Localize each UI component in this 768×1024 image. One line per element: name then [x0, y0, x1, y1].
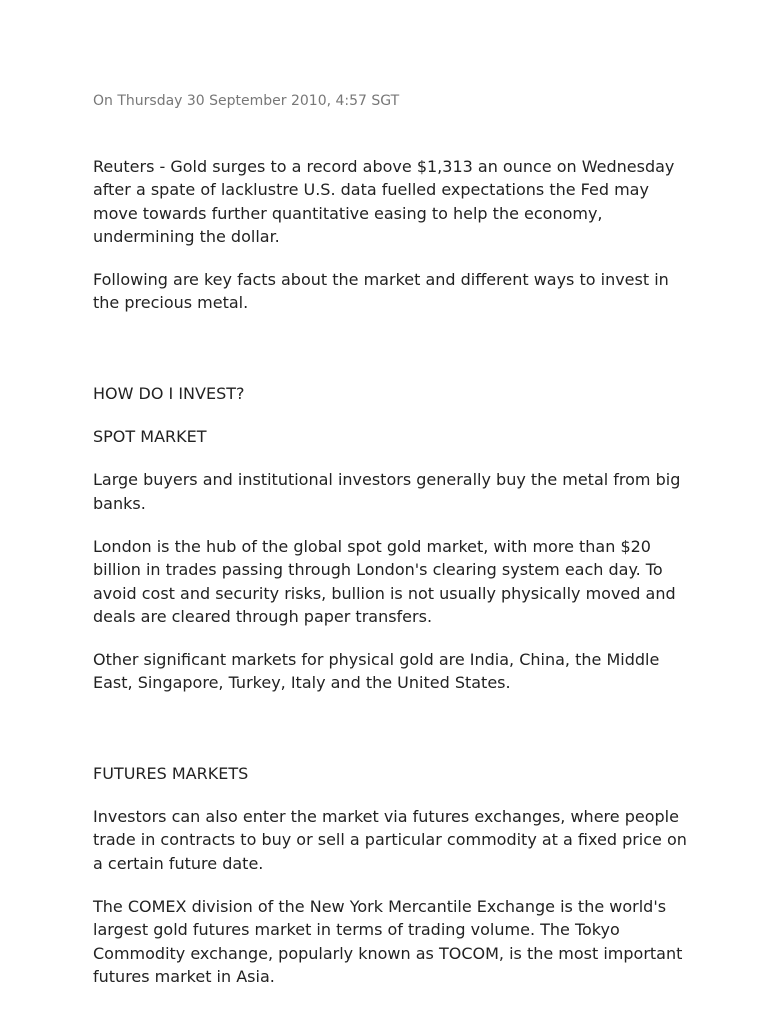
futures-markets-heading: FUTURES MARKETS — [93, 763, 249, 783]
spot-market-heading: SPOT MARKET — [93, 427, 207, 447]
intro-paragraph: Following are key facts about the market and different ways to invest in the precious metal. — [93, 270, 669, 313]
dateline: On Thursday 30 September 2010, 4:57 SGT — [93, 93, 400, 109]
futures-paragraph-1: Investors can also enter the market via futures exchanges, where people trade in contracts to buy or sell a particular commodity at a fixed price on a certain future date. — [93, 807, 687, 873]
source-name: Reuters — [93, 157, 155, 176]
lead-paragraph — [93, 155, 693, 248]
spot-paragraph-2: London is the hub of the global spot gold market, with more than $20 billion in trades passing through London's clearing system each day. To avoid cost and security risks, bullion is not usually physically moved and deals are cleared through paper transfers. — [93, 536, 676, 626]
spot-paragraph-3: Other significant markets for physical gold are India, China, the Middle East, Singapore, Turkey, Italy and the United States. — [93, 650, 660, 693]
lead-text: - Gold surges to a record above $1,313 an ounce on Wednesday after a spate of lacklustre U.S. data fuelled expectations the Fed may move towards further quantitative easing to help the economy, undermining the dollar. — [93, 157, 675, 246]
spot-paragraph-1: Large buyers and institutional investors generally buy the metal from big banks. — [93, 470, 681, 513]
futures-paragraph-2: The COMEX division of the New York Mercantile Exchange is the world's largest gold futures market in terms of trading volume. The Tokyo Commodity exchange, popularly known as TOCOM, is the most important futures market in Asia. — [93, 896, 683, 986]
section-question: HOW DO I INVEST? — [93, 383, 245, 403]
article-body — [93, 155, 693, 1008]
